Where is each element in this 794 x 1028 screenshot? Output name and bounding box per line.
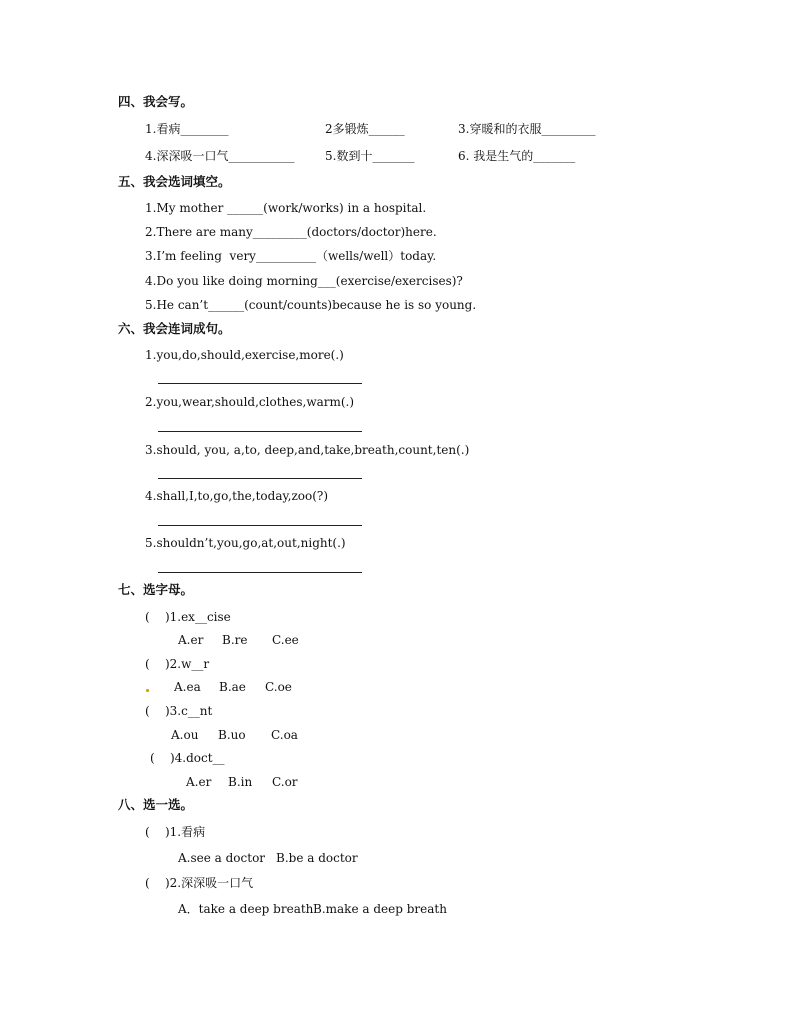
s5-item-1: 1.My mother ______(work/works) in a hospital. (145, 201, 427, 215)
s6-item-5: 5.shouldn’t,you,go,at,out,night(.) (145, 536, 346, 550)
s4-item-4: 4.深深吸一口气___________ (145, 149, 295, 163)
s7-q2-option-c: C.oe (265, 680, 292, 694)
s4-item-5: 5.数到十_______ (325, 149, 415, 163)
s8-q1: ( )1.看病 (145, 825, 206, 839)
answer-line-1 (158, 383, 362, 384)
stray-mark (146, 689, 149, 692)
s7-q4-option-a: A.er (186, 775, 212, 789)
s7-q1: ( )1.ex__cise (145, 610, 231, 624)
s6-item-2: 2.you,wear,should,clothes,warm(.) (145, 395, 355, 409)
s7-q4-option-c: C.or (272, 775, 298, 789)
s7-q1-option-b: B.re (222, 633, 248, 647)
s8-q1-option-b: B.be a doctor (276, 851, 358, 865)
s4-item-1: 1.看病________ (145, 122, 229, 136)
s7-q2-option-b: B.ae (219, 680, 246, 694)
s7-q2: ( )2.w__r (145, 657, 210, 671)
s8-q2-option-b: B.make a deep breath (313, 902, 447, 916)
section-6-title: 六、我会连词成句。 (118, 321, 231, 336)
s6-item-3: 3.should, you, a,to, deep,and,take,breath,count,ten(.) (145, 443, 470, 457)
s5-item-3: 3.I’m feeling very__________（wells/well）today. (145, 249, 437, 263)
s6-item-1: 1.you,do,should,exercise,more(.) (145, 348, 344, 362)
s4-item-6: 6. 我是生气的_______ (458, 149, 576, 163)
s5-item-4: 4.Do you like doing morning___(exercise/exercises)? (145, 274, 463, 288)
s7-q4: ( )4.doct__ (150, 751, 225, 765)
s8-q2: ( )2.深深吸一口气 (145, 876, 254, 890)
s7-q3-option-c: C.oa (271, 728, 298, 742)
s8-q2-option-a: A．take a deep breath (178, 902, 314, 916)
s7-q2-option-a: A.ea (174, 680, 201, 694)
answer-line-2 (158, 431, 362, 432)
s7-q3: ( )3.c__nt (145, 704, 213, 718)
section-8-title: 八、选一选。 (118, 797, 194, 812)
s6-item-4: 4.shall,I,to,go,the,today,zoo(?) (145, 489, 329, 503)
section-5-title: 五、我会选词填空。 (118, 174, 231, 189)
answer-line-4 (158, 525, 362, 526)
s7-q3-option-b: B.uo (218, 728, 246, 742)
s4-item-3: 3.穿暖和的衣服_________ (458, 122, 596, 136)
s5-item-5: 5.He can’t______(count/counts)because he is so young. (145, 298, 477, 312)
s7-q1-option-a: A.er (178, 633, 204, 647)
answer-line-5 (158, 572, 362, 573)
s8-q1-option-a: A.see a doctor (178, 851, 266, 865)
s5-item-2: 2.There are many_________(doctors/doctor)here. (145, 225, 437, 239)
s7-q3-option-a: A.ou (171, 728, 199, 742)
section-4-title: 四、我会写。 (118, 94, 194, 109)
s4-item-2: 2多锻炼______ (325, 122, 405, 136)
s7-q4-option-b: B.in (228, 775, 253, 789)
section-7-title: 七、选字母。 (118, 582, 194, 597)
s7-q1-option-c: C.ee (272, 633, 299, 647)
answer-line-3 (158, 478, 362, 479)
